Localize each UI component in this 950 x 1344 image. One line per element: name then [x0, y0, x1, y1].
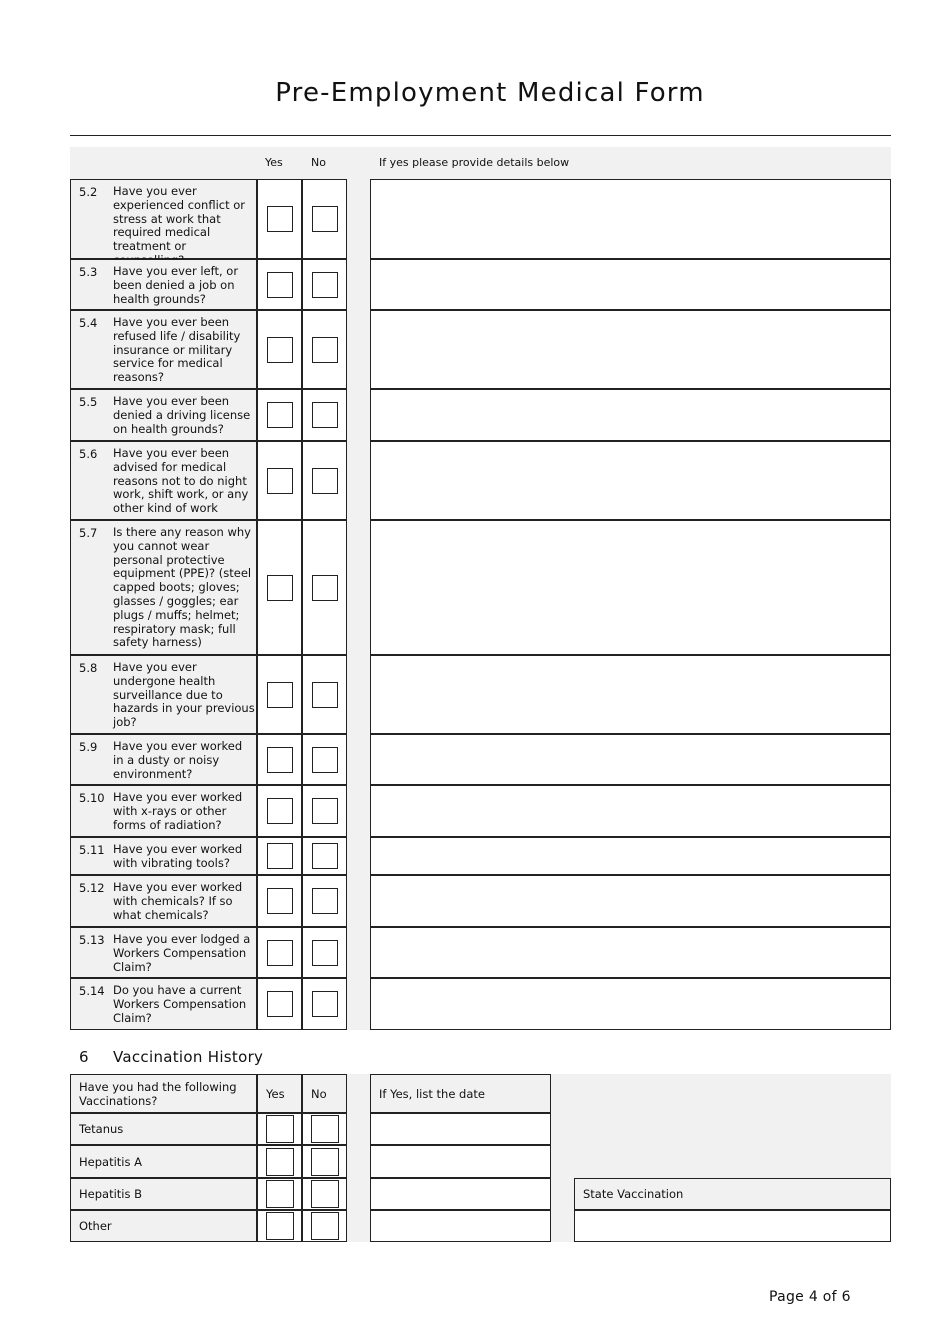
vaccination-date-field[interactable] — [370, 1145, 551, 1178]
vaccine-label: Hepatitis B — [70, 1178, 257, 1210]
question-number: 5.11 — [79, 843, 105, 857]
yes-cell — [257, 179, 302, 259]
question-row-5-3 — [70, 259, 891, 310]
question-row-5-5 — [70, 389, 891, 441]
details-field[interactable] — [370, 520, 891, 655]
yes-checkbox[interactable] — [267, 991, 293, 1017]
yes-checkbox[interactable] — [267, 843, 293, 869]
no-checkbox[interactable] — [312, 206, 338, 232]
question-number: 5.14 — [79, 984, 105, 998]
question-text: Have you ever worked with x-rays or other forms of radiation? — [113, 790, 243, 832]
question-cell — [70, 441, 257, 520]
question-cell — [70, 520, 257, 655]
yes-cell — [257, 259, 302, 310]
question-row-5-13 — [70, 927, 891, 978]
vaccination-row-hepatitis-b — [70, 1178, 551, 1210]
question-number: 5.4 — [79, 316, 98, 330]
yes-checkbox[interactable] — [267, 940, 293, 966]
question-text: Have you ever been refused life / disability insurance or military service for medical reasons? — [113, 315, 241, 385]
vaccination-row-tetanus — [70, 1113, 551, 1145]
question-row-5-9 — [70, 734, 891, 785]
details-column-header: If yes please provide details below — [379, 156, 570, 169]
no-checkbox[interactable] — [312, 843, 338, 869]
question-cell — [70, 785, 257, 837]
no-cell — [302, 441, 347, 520]
question-row-5-2 — [70, 179, 891, 259]
question-row-5-4 — [70, 310, 891, 389]
yes-checkbox[interactable] — [267, 575, 293, 601]
question-cell — [70, 734, 257, 785]
no-cell — [302, 389, 347, 441]
vaccination-question-header: Have you had the following Vaccinations? — [70, 1074, 257, 1113]
no-checkbox[interactable] — [312, 888, 338, 914]
no-checkbox[interactable] — [311, 1148, 339, 1176]
details-field[interactable] — [370, 785, 891, 837]
no-cell — [302, 978, 347, 1030]
question-number: 5.10 — [79, 791, 105, 805]
yes-checkbox[interactable] — [267, 272, 293, 298]
question-text: Have you ever lodged a Workers Compensation Claim? — [113, 932, 251, 974]
no-cell — [302, 785, 347, 837]
date-column-header: If Yes, list the date — [370, 1074, 551, 1113]
question-cell — [70, 655, 257, 734]
question-number: 5.12 — [79, 881, 105, 895]
vaccination-row-hepatitis-a — [70, 1145, 551, 1178]
vaccination-date-field[interactable] — [370, 1178, 551, 1210]
no-cell — [302, 837, 347, 875]
question-cell — [70, 389, 257, 441]
title-divider — [70, 135, 891, 136]
vaccination-date-field[interactable] — [370, 1113, 551, 1145]
details-field[interactable] — [370, 734, 891, 785]
yes-cell — [257, 927, 302, 978]
details-field[interactable] — [370, 875, 891, 927]
details-field[interactable] — [370, 389, 891, 441]
question-number: 5.8 — [79, 661, 98, 675]
yes-cell — [257, 978, 302, 1030]
vaccination-date-field[interactable] — [370, 1210, 551, 1242]
page-number: Page 4 of 6 — [769, 1289, 851, 1305]
question-cell — [70, 259, 257, 310]
question-cell — [70, 927, 257, 978]
vaccination-header-row — [70, 1074, 551, 1113]
question-text: Do you have a current Workers Compensation Claim? — [113, 983, 247, 1025]
question-text: Have you ever been denied a driving license on health grounds? — [113, 394, 251, 436]
question-row-5-14 — [70, 978, 891, 1030]
yes-cell — [257, 310, 302, 389]
details-field[interactable] — [370, 927, 891, 978]
question-row-5-7 — [70, 520, 891, 655]
no-cell — [302, 1210, 347, 1242]
question-number: 5.2 — [79, 185, 98, 199]
no-checkbox[interactable] — [312, 747, 338, 773]
section5-header — [70, 147, 891, 179]
vaccine-label: Other — [70, 1210, 257, 1242]
no-checkbox[interactable] — [312, 798, 338, 824]
yes-cell — [257, 1113, 302, 1145]
question-text: Have you ever worked in a dusty or noisy environment? — [113, 739, 243, 781]
yes-checkbox[interactable] — [267, 402, 293, 428]
yes-checkbox[interactable] — [267, 798, 293, 824]
question-cell — [70, 179, 257, 259]
yes-checkbox[interactable] — [267, 747, 293, 773]
yes-cell — [257, 1210, 302, 1242]
no-cell — [302, 875, 347, 927]
question-number: 5.9 — [79, 740, 98, 754]
question-cell — [70, 310, 257, 389]
no-cell — [302, 1145, 347, 1178]
no-cell — [302, 734, 347, 785]
details-field[interactable] — [370, 310, 891, 389]
no-checkbox[interactable] — [311, 1180, 339, 1208]
state-vaccination-label-cell — [574, 1178, 891, 1210]
question-number: 5.6 — [79, 447, 98, 461]
no-checkbox[interactable] — [312, 402, 338, 428]
no-checkbox[interactable] — [311, 1212, 339, 1240]
no-checkbox[interactable] — [312, 468, 338, 494]
yes-cell — [257, 1145, 302, 1178]
details-field[interactable] — [370, 655, 891, 734]
question-row-5-11 — [70, 837, 891, 875]
question-text: Have you ever experienced conflict or stress at work that required medical treatment or — [113, 184, 246, 254]
question-number: 5.3 — [79, 265, 98, 279]
section5-table — [70, 179, 891, 1030]
yes-cell — [257, 520, 302, 655]
question-row-5-12 — [70, 875, 891, 927]
state-vaccination-label: State Vaccination — [583, 1187, 684, 1201]
yes-checkbox[interactable] — [267, 337, 293, 363]
yes-checkbox[interactable] — [266, 1212, 294, 1240]
no-cell — [302, 310, 347, 389]
yes-checkbox[interactable] — [266, 1148, 294, 1176]
vaccine-label: Tetanus — [70, 1113, 257, 1145]
yes-cell — [257, 441, 302, 520]
yes-checkbox[interactable] — [267, 468, 293, 494]
yes-cell — [257, 734, 302, 785]
details-field[interactable] — [370, 259, 891, 310]
yes-cell — [257, 389, 302, 441]
details-field[interactable] — [370, 978, 891, 1030]
yes-checkbox[interactable] — [266, 1180, 294, 1208]
no-checkbox[interactable] — [311, 1115, 339, 1143]
question-row-5-8 — [70, 655, 891, 734]
section6-title: Vaccination History — [113, 1048, 264, 1066]
question-cell — [70, 837, 257, 875]
vaccination-table — [70, 1074, 891, 1242]
no-cell — [302, 259, 347, 310]
question-row-5-6 — [70, 441, 891, 520]
no-cell — [302, 655, 347, 734]
yes-cell — [257, 785, 302, 837]
yes-checkbox[interactable] — [267, 682, 293, 708]
yes-checkbox[interactable] — [267, 888, 293, 914]
no-column-header: No — [311, 156, 326, 169]
question-row-5-10 — [70, 785, 891, 837]
no-checkbox[interactable] — [312, 575, 338, 601]
yes-column-header: Yes — [265, 156, 283, 169]
no-checkbox[interactable] — [312, 940, 338, 966]
question-text: Have you ever left, or been denied a job on health grounds? — [113, 264, 239, 306]
question-text: Have you ever worked with chemicals? If so what chemicals? — [113, 880, 243, 922]
vaccine-label: Hepatitis A — [70, 1145, 257, 1178]
vaccination-row-other — [70, 1210, 551, 1242]
no-checkbox[interactable] — [312, 991, 338, 1017]
no-checkbox[interactable] — [312, 272, 338, 298]
question-text: Have you ever been advised for medical reasons not to do night work, shift work, or any other kind of work — [113, 446, 249, 516]
question-text: Have you ever worked with vibrating tools? — [113, 842, 243, 870]
no-cell — [302, 927, 347, 978]
question-cell — [70, 978, 257, 1030]
yes-cell — [257, 837, 302, 875]
question-text: Have you ever undergone health surveillance due to hazards in your previous job? — [113, 660, 255, 730]
question-number: 5.7 — [79, 526, 98, 540]
no-cell — [302, 1113, 347, 1145]
question-number: 5.5 — [79, 395, 98, 409]
no-checkbox[interactable] — [312, 682, 338, 708]
no-checkbox[interactable] — [312, 337, 338, 363]
question-cell — [70, 875, 257, 927]
no-cell — [302, 1178, 347, 1210]
yes-checkbox[interactable] — [266, 1115, 294, 1143]
yes-checkbox[interactable] — [267, 206, 293, 232]
no-cell — [302, 520, 347, 655]
page-title: Pre-Employment Medical Form — [275, 78, 705, 108]
no-column-header: No — [302, 1074, 347, 1113]
section6-number: 6 — [79, 1048, 89, 1066]
question-text: Is there any reason why you cannot wear personal protective equipment (PPE)? (steel capped boots; gloves; glasses / goggles; ear plugs / muffs; helmet; respiratory mask; full safety harness) — [113, 525, 252, 650]
yes-cell — [257, 655, 302, 734]
yes-cell — [257, 875, 302, 927]
question-number: 5.13 — [79, 933, 105, 947]
yes-cell — [257, 1178, 302, 1210]
details-field[interactable] — [370, 441, 891, 520]
yes-column-header: Yes — [257, 1074, 302, 1113]
no-cell — [302, 179, 347, 259]
details-field[interactable] — [370, 179, 891, 259]
details-field[interactable] — [370, 837, 891, 875]
state-vaccination-field[interactable] — [574, 1210, 891, 1242]
